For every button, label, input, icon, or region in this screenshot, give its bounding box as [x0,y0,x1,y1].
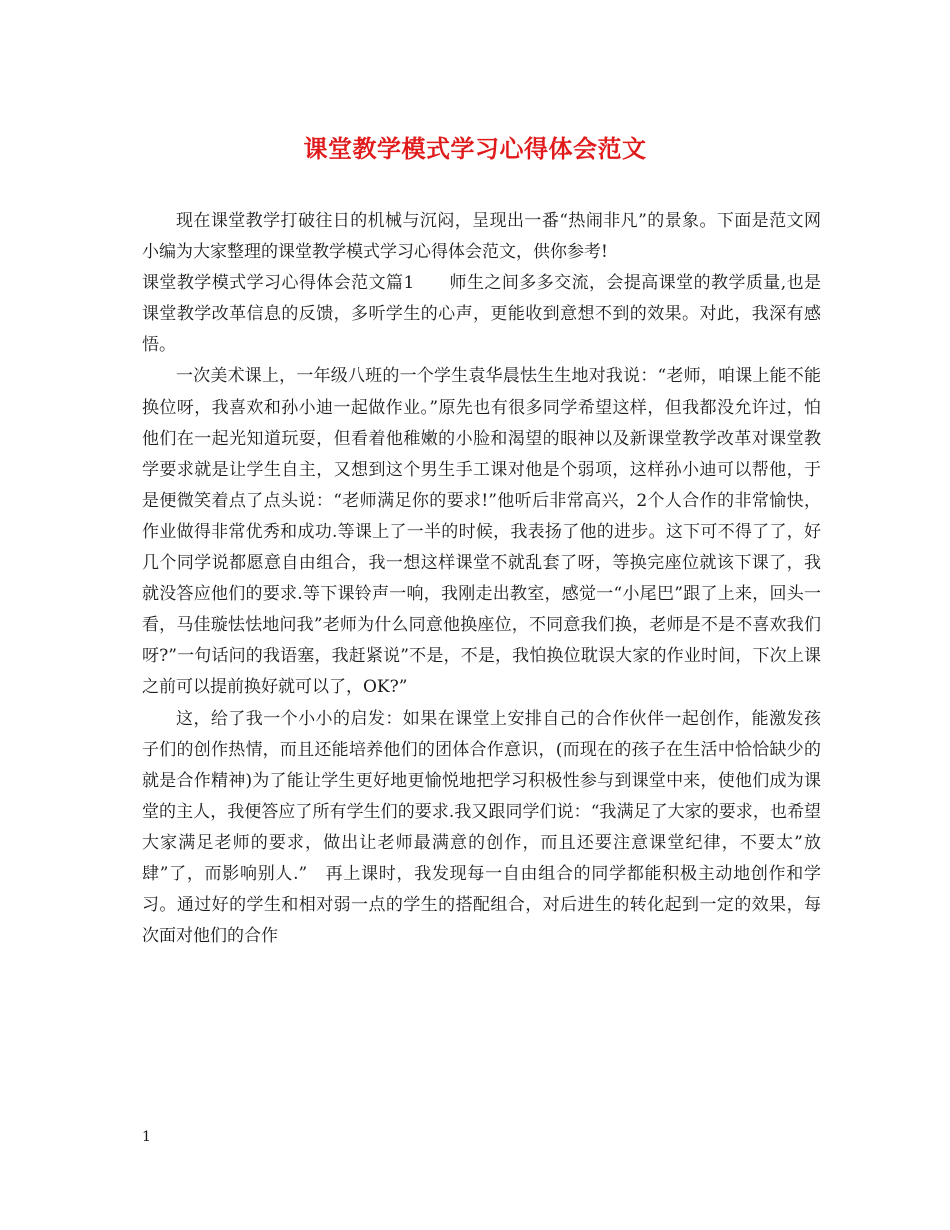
paragraph-intro: 现在课堂教学打破往日的机械与沉闷，呈现出一番“热闹非凡”的景象。下面是范文网小编为大家整理的课堂教学模式学习心得体会范文，供你参考! [142,211,821,263]
page-number: 1 [142,1129,151,1145]
document-body [142,206,821,952]
document-title: 课堂教学模式学习心得体会范文 [303,134,647,163]
paragraph-story: 一次美术课上，一年级八班的一个学生袁华晨怯生生地对我说：“老师，咱课上能不能换位呀，我喜欢和孙小迪一起做作业。”原先也有很多同学希望这样，但我都没允许过，怕他们在一起光知道玩耍，但看着他稚嫩的小脸和渴望的眼神以及新课堂教学改革对课堂教学要求就是让学生自主，又想到这个男生手工课对他是个弱项，这样孙小迪可以帮他，于是便微笑着点了点头说：“老师满足你的要求!”他听后非常高兴，2个人合作的非常愉快，作业做得非常优秀和成功.等课上了一半的时候，我表扬了他的进步。这下可不得了了，好几个同学说都愿意自由组合，我一想这样课堂不就乱套了呀，等换完座位就该下课了，我就没答应他们的要求.等下课铃声一响，我刚走出教室，感觉一“小尾巴”跟了上来，回头一看，马佳璇怯怯地问我”老师为什么同意他换座位，不同意我们换，老师是不是不喜欢我们呀?”一句话问的我语塞，我赶紧说”不是，不是，我怕换位耽误大家的作业时间，下次上课之前可以提前换好就可以了，OK?” [142,366,821,698]
paragraph-reflection: 这，给了我一个小小的启发：如果在课堂上安排自己的合作伙伴一起创作，能激发孩子们的创作热情，而且还能培养他们的团体合作意识，(而现在的孩子在生活中恰恰缺少的就是合作精神)为了能让学生更好地更愉悦地把学习积极性参与到课堂中来，使他们成为课堂的主人，我便答应了所有学生们的要求.我又跟同学们说：“我满足了大家的要求，也希望大家满足老师的要求，做出让老师最满意的创作，而且还要注意课堂纪律，不要太”放肆”了，而影响别人.” 再上课时，我发现每一自由组合的同学都能积极主动地创作和学习。通过好的学生和相对弱一点的学生的搭配组合，对后进生的转化起到一定的效果，每次面对他们的合作 [142,708,821,947]
paragraph-section-1: 课堂教学模式学习心得体会范文篇1 师生之间多多交流，会提高课堂的教学质量,也是课堂教学改革信息的反馈，多听学生的心声，更能收到意想不到的效果。对此，我深有感悟。 [142,273,821,356]
